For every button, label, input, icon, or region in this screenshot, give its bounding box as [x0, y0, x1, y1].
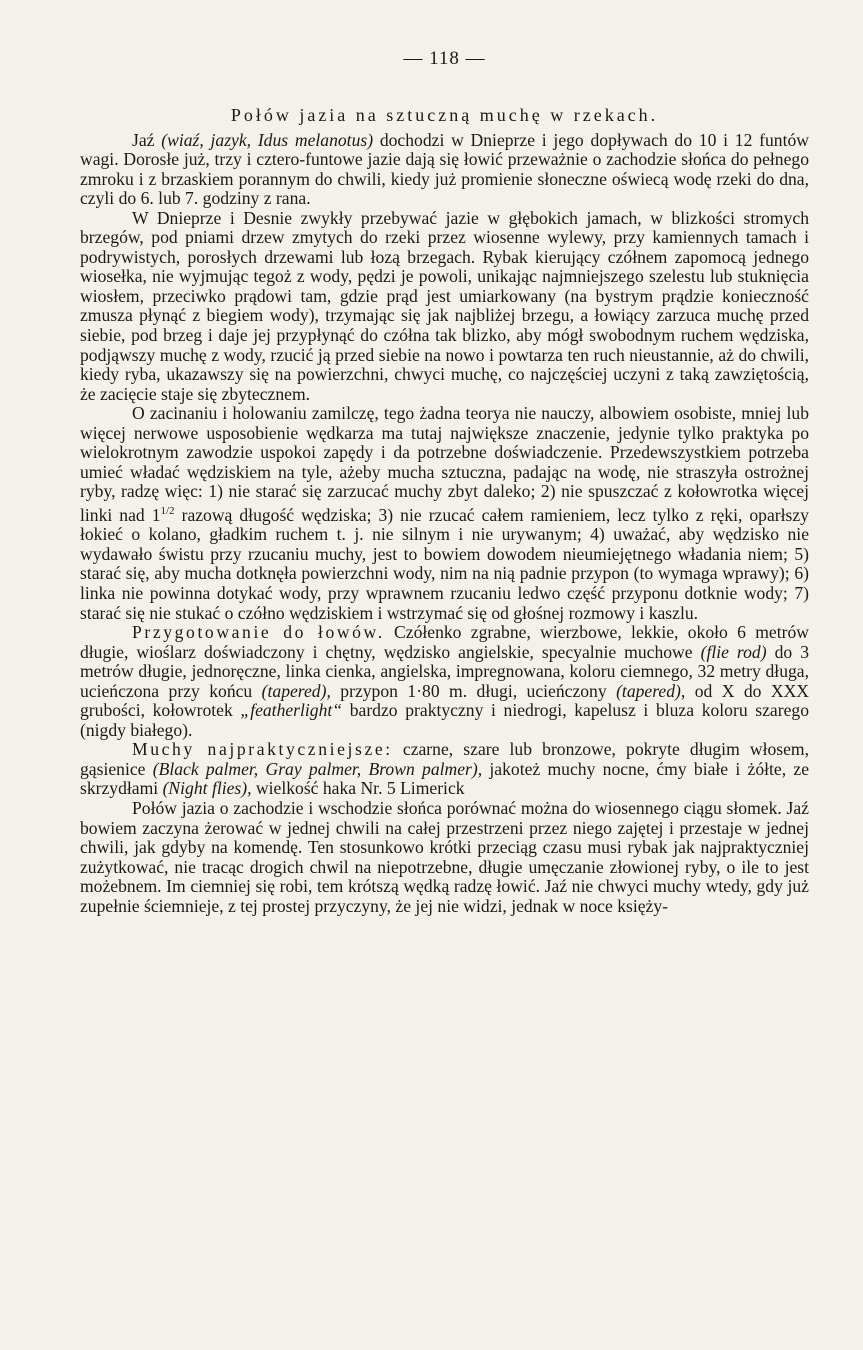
p5-italic-d: (Night flies), [162, 778, 252, 799]
p4-italic-d: (tapered), [261, 680, 331, 701]
p4-italic-h: „featherlight“ [240, 700, 343, 721]
p4-lead-spaced: Przygotowanie do łowów. [132, 622, 385, 643]
p3-fraction: 1/2 [160, 504, 175, 517]
p5-lead-spaced: Muchy najpraktyczniejsze: [132, 739, 393, 760]
p4-italic-f: (tapered), [616, 680, 686, 701]
p3-text-b: razową długość wędziska; 3) nie rzucać całem ramieniem, lecz tylko z ręki, oparłszy łokieć o kolano, gładkim ruchem t. j. nie silnym i nie urywanym; 4) uważać, aby wędzisko nie wydawało świstu przy rzucaniu muchy, jest to bowiem dowodem nieumiejętnego władania niem; 5) starać się, aby mucha dotknęła powierzchni wody, nim na nią padnie przypon (to wymaga wprawy); 6) linka nie powinna dotykać wody, przy wprawnem rzucaniu ledwo część przyponu dotknie wody; 7) starać się nie stukać o czółno wędziskiem i wstrzymać się od głośnej rozmowy i kaszlu. [80, 504, 809, 623]
p3-text-a: O zacinaniu i holowaniu zamilczę, tego żadna teorya nie nauczy, albowiem osobiste, mniej lub więcej nerwowe usposobienie wędkarza ma tutaj największe znaczenie, jedynie tylko praktyka po wielokrotnym zawodzie uspokoi zapędy i da potrzebne doświadczenie. Przedewszystkiem potrzeba umieć władać wędziskiem na tyle, ażeby mucha sztuczna, padając na wodę, nie straszyła ostrożnej ryby, radzę więc: 1) nie starać się zarzucać muchy zbyt daleko; 2) nie spuszczać z kołowrotka więcej linki nad 1 [80, 403, 809, 525]
p5-text-e: wielkość haka Nr. 5 Limerick [251, 778, 465, 799]
body-text [80, 106, 809, 916]
p4-text-a: Czółenko zgrabne, wierzbowe, lekkie, około 6 metrów długie, wioślarz doświadczony i chętny, wędzisko angielskie, specyalnie muchowe [80, 622, 809, 662]
p1-latin-name: (wiaź, jazyk, Idus melanotus) [161, 129, 374, 150]
p1-text-c: dochodzi w Dnieprze i jego dopływach do 10 i 12 funtów wagi. Dorosłe już, trzy i cztero-funtowe jazie dają się łowić przeważnie o zachodzie słońca do pełnego zmroku i z brzaskiem porannym do chwili, kiedy już promienie słoneczne oświecą wodę rzeki do dna, czyli do 6. lub 7. godziny z rana. [80, 129, 809, 209]
p4-text-g: od X do XXX grubości, kołowrotek [80, 680, 809, 721]
p5-text-c: jakoteż muchy nocne, ćmy białe i żółte, ze skrzydłami [80, 758, 810, 799]
p4-text-e: przypon 1·80 m. długi, ucieńczony [330, 680, 617, 701]
p4-italic-b: (flie rod) [700, 641, 767, 662]
p4-text-c: do 3 metrów długie, jednoręczne, linka cienka, angielska, impregnowana, koloru ciemnego, 32 metry długa, ucieńczona przy końcu [80, 641, 810, 701]
p5-italic-b: (Black palmer, Gray palmer, Brown palmer), [152, 758, 483, 779]
paragraph-1 [80, 131, 809, 209]
p4-text-i: bardzo praktyczny i niedrogi, kapelusz i bluza koloru szarego (nigdy białego). [80, 700, 809, 740]
p1-text-a: Jaź [132, 129, 162, 150]
p5-text-a: czarne, szare lub bronzowe, pokryte długim włosem, gąsienice [80, 739, 809, 779]
paragraph-5 [80, 740, 809, 799]
paragraph-3 [80, 404, 809, 623]
paragraph-4 [80, 623, 809, 740]
section-heading: Połów jazia na sztuczną muchę w rzekach. [230, 105, 659, 125]
paragraph-2: W Dnieprze i Desnie zwykły przebywać jazie w głębokich jamach, w blizkości stromych brzegów, pod pniami drzew zmytych do rzeki przez wiosenne wylewy, przy kamiennych tamach i podrywistych, porosłych drzewami lub łozą brzegach. Rybak kierujący czółnem zapomocą jednego wiosełka, nie wyjmując tegoż z wody, pędzi je powoli, unikając najmniejszego szelestu lub stuknięcia wiosłem, przeciwko prądowi tam, gdzie prąd jest umiarkowany (na bystrym prądzie konieczność zmusza płynąć z biegiem wody), trzymając się jak najbliżej brzegu, a łowiący zarzuca muchę przed siebie, pod brzeg i daje jej przypłynąć do czółna tak blizko, aby mógł swobodnym ruchem wędziska, podjąwszy muchę z wody, rzucić ją przed siebie na nowo i powtarza ten ruch nieustannie, aż do chwili, kiedy ryba, ukazawszy się na powierzchni, chwyci muchę, co najczęściej uczyni z taką zawziętością, że zacięcie staje się zbytecznem. [80, 207, 809, 404]
paragraph-6: Połów jazia o zachodzie i wschodzie słońca porównać można do wiosennego ciągu słomek. Jaź bowiem zaczyna żerować w jednej chwili na całej przestrzeni przez niego zajętej i przestaje w jednej chwili, jak gdyby na komendę. Ten stosunkowo krótki przeciąg czasu musi rybak jak najpraktyczniej zużytkować, nie tracąc drogich chwil na niepotrzebne, długie umęczanie złowionej ryby, o ile to jest możebnem. Im ciemniej się robi, tem krótszą wędką radzę łowić. Jaź nie chwyci muchy wtedy, gdy już zupełnie ściemnieje, z tej prostej przyczyny, że jej nie widzi, jednak w noce księży- [80, 798, 809, 916]
page-number: — 118 — [403, 48, 486, 69]
